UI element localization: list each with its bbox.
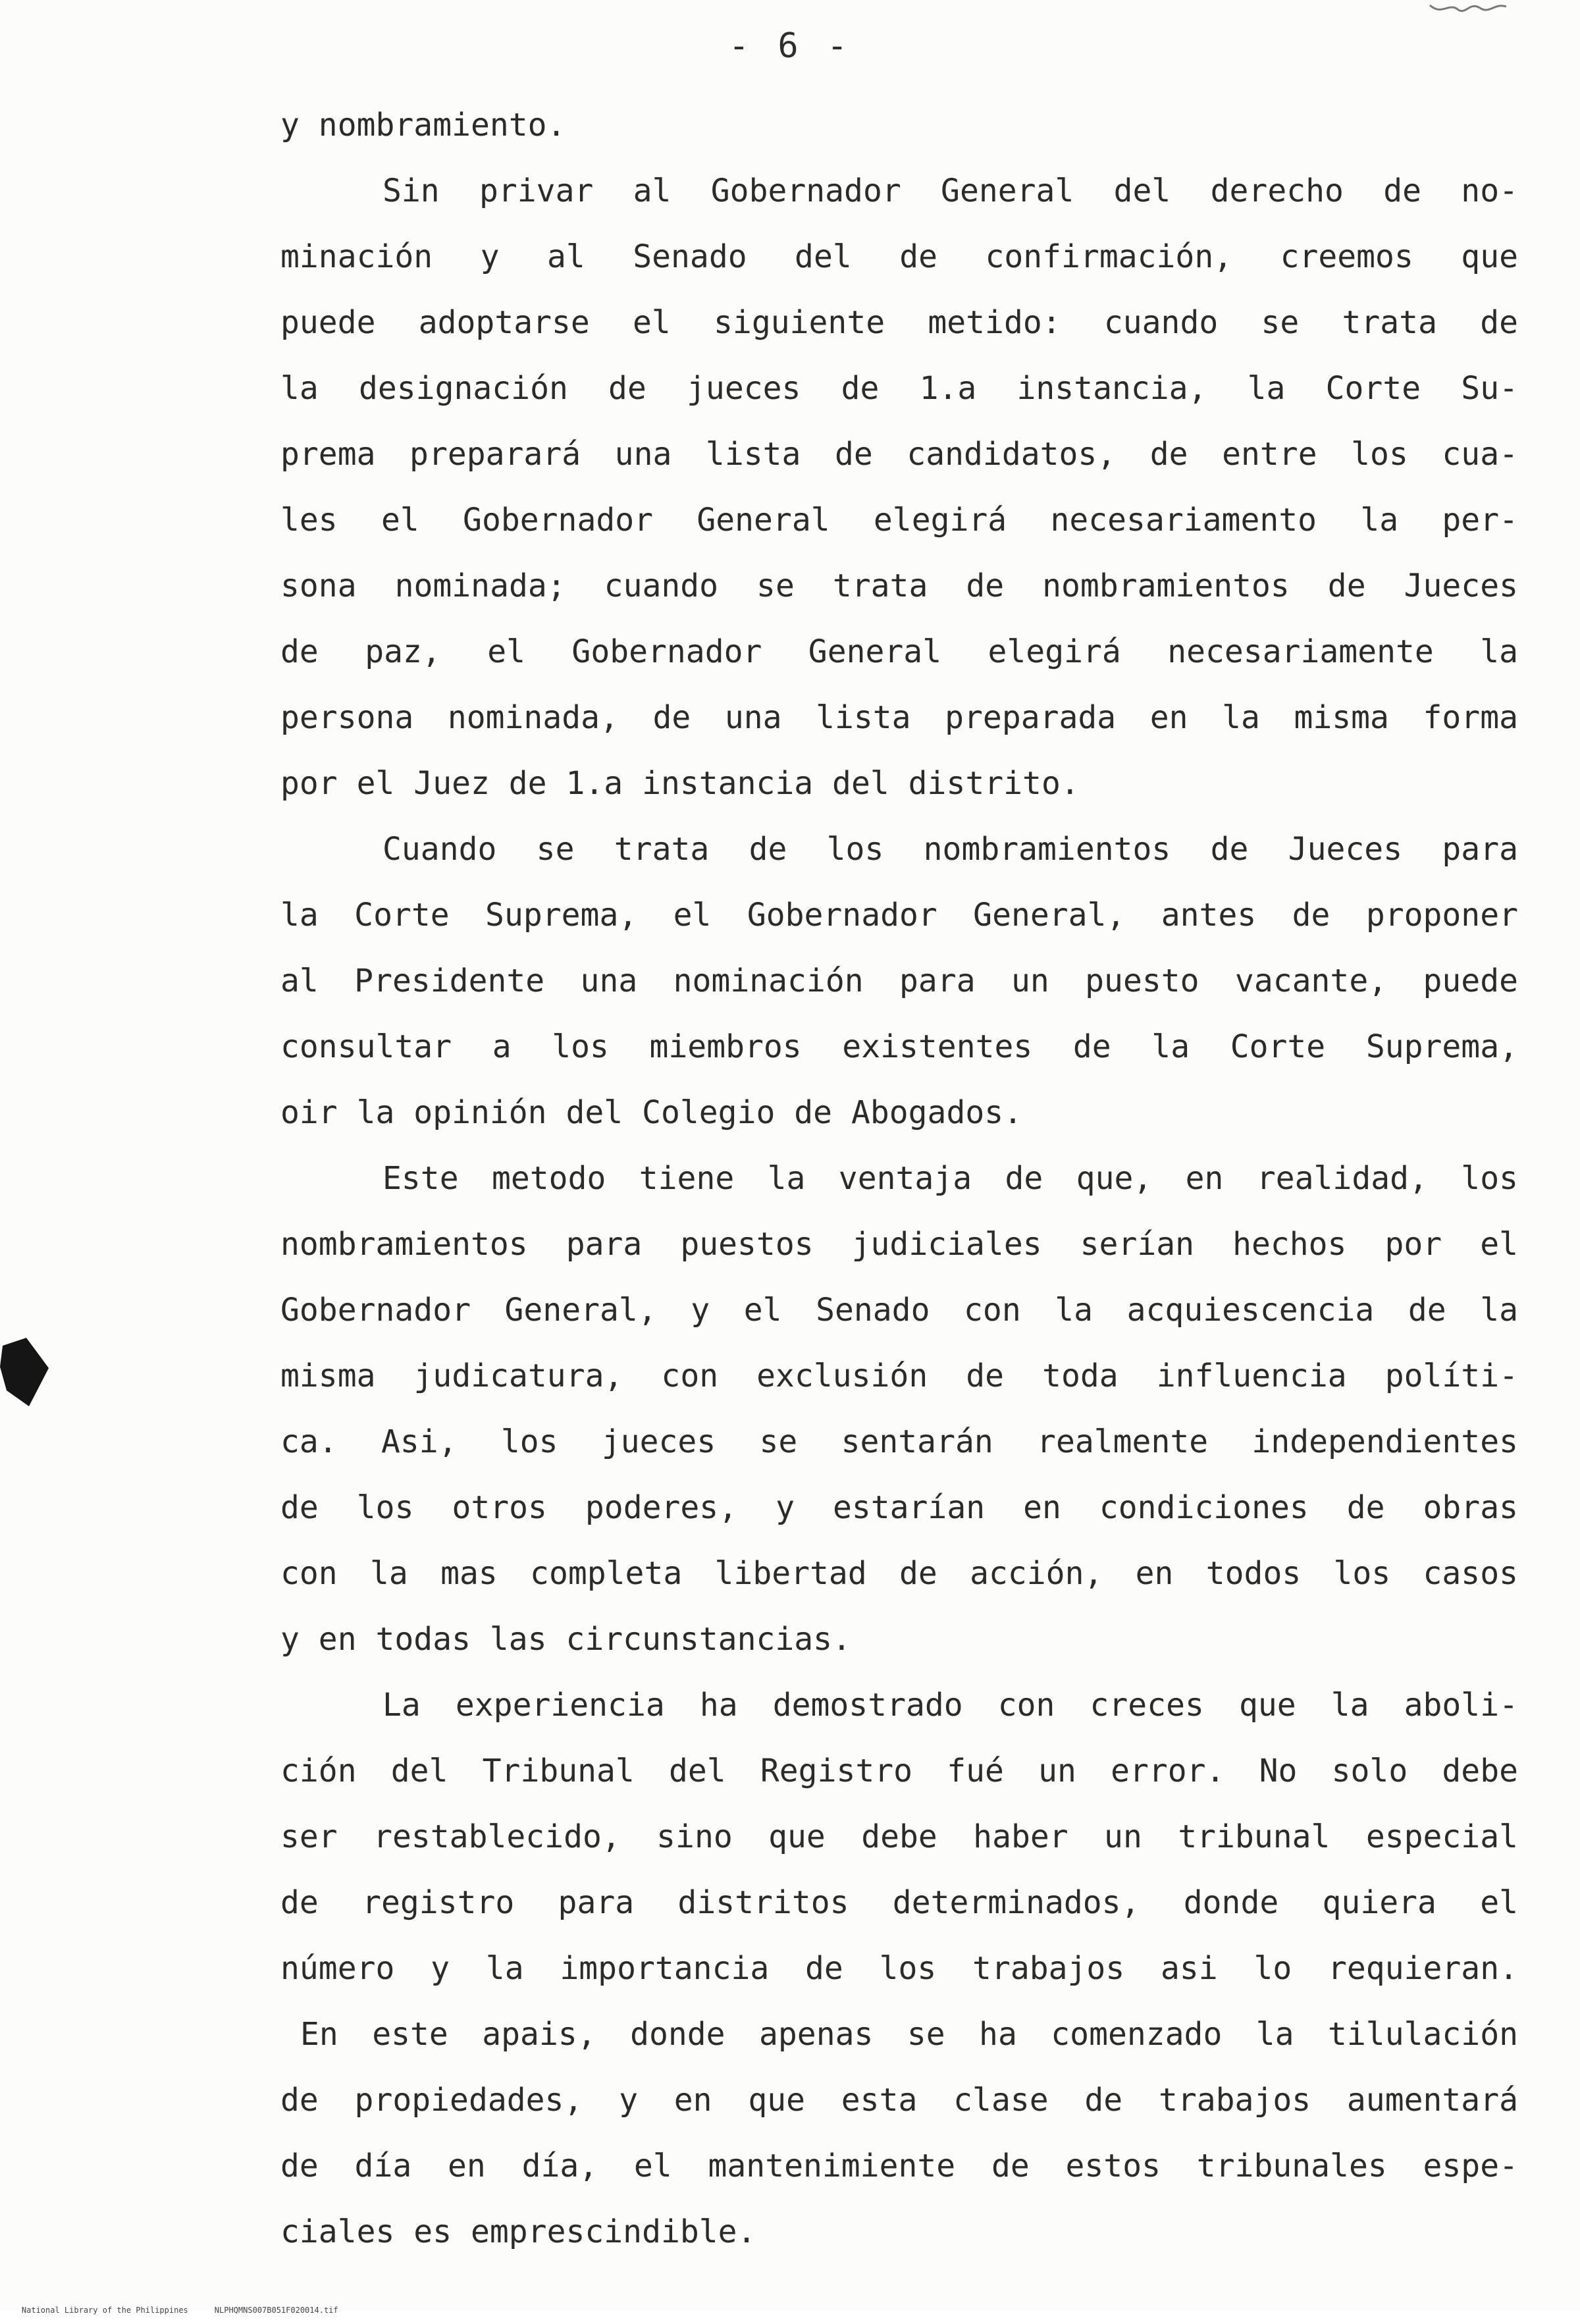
text-line: consultar a los miembros existentes de la Corte Suprema, [280,1028,1518,1065]
text-line: la Corte Suprema, el Gobernador General, antes de proponer [280,897,1518,934]
text-line: ser restablecido, sino que debe haber un tribunal especial [280,1818,1518,1855]
text-line: minación y al Senado del de confirmación, creemos que [280,238,1518,275]
ink-blot-icon [0,1336,51,1409]
text-line: les el Gobernador General elegirá necesariamento la per- [280,502,1518,539]
text-line: por el Juez de 1.a instancia del distrito. [280,765,1080,802]
text-line: de paz, el Gobernador General elegirá necesariamente la [280,633,1518,670]
footer-library: National Library of the Philippines [21,2306,188,2315]
text-line: Gobernador General, y el Senado con la acquiescencia de la [280,1292,1518,1329]
text-line: número y la importancia de los trabajos asi lo requieran. [280,1950,1518,1987]
handwritten-mark-icon [1429,0,1508,26]
text-line: y nombramiento. [280,107,566,144]
text-line: Este metodo tiene la ventaja de que, en realidad, los [382,1160,1518,1197]
text-line: persona nominada, de una lista preparada en la misma forma [280,699,1518,736]
text-line: con la mas completa libertad de acción, en todos los casos [280,1555,1518,1592]
text-line: al Presidente una nominación para un puesto vacante, puede [280,963,1518,999]
text-line: y en todas las circunstancias. [280,1621,851,1658]
text-line: misma judicatura, con exclusión de toda influencia políti- [280,1358,1518,1394]
text-line: sona nominada; cuando se trata de nombramientos de Jueces [280,568,1518,604]
text-line: de día en día, el mantenimiente de estos tribunales espe- [280,2148,1518,2184]
text-line: ciales es emprescindible. [280,2213,756,2250]
text-line: puede adoptarse el siguiente metido: cuando se trata de [280,304,1518,341]
text-line: Sin privar al Gobernador General del derecho de no- [382,172,1518,209]
typewritten-text [280,92,1518,2265]
page-number: - 6 - [728,26,852,66]
text-line: La experiencia ha demostrado con creces que la aboli- [382,1687,1518,1724]
text-line: Cuando se trata de los nombramientos de Jueces para [382,831,1518,868]
footer-filename: NLPHQMNS007B051F020014.tif [214,2306,338,2315]
text-line: oir la opinión del Colegio de Abogados. [280,1094,1023,1131]
text-line: En este apais, donde apenas se ha comenzado la tilulación [300,2016,1518,2053]
text-line: de registro para distritos determinados, donde quiera el [280,1884,1518,1921]
text-line: de los otros poderes, y estarían en condiciones de obras [280,1489,1518,1526]
text-line: de propiedades, y en que esta clase de trabajos aumentará [280,2082,1518,2119]
text-line: prema preparará una lista de candidatos, de entre los cua- [280,436,1518,473]
text-line: ca. Asi, los jueces se sentarán realmente independientes [280,1423,1518,1460]
scan-footer [3,2296,338,2324]
text-line: nombramientos para puestos judiciales serían hechos por el [280,1226,1518,1263]
text-line: la designación de jueces de 1.a instancia, la Corte Su- [280,370,1518,407]
text-line: ción del Tribunal del Registro fué un error. No solo debe [280,1753,1518,1789]
